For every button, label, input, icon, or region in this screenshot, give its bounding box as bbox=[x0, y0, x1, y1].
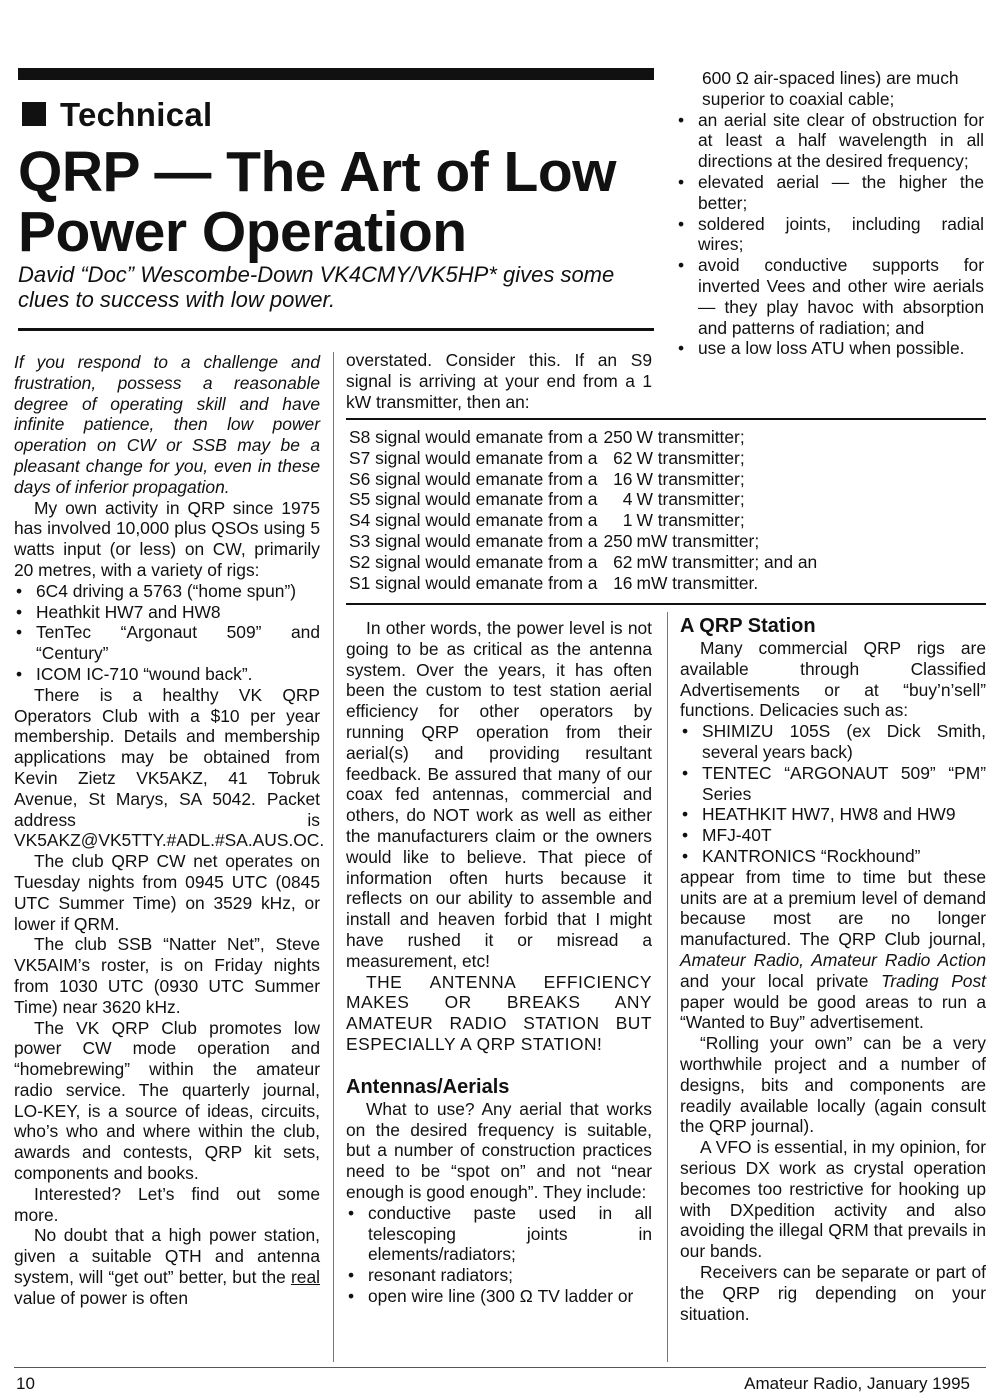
signal-row bbox=[349, 489, 817, 510]
section-square-icon bbox=[22, 102, 46, 126]
list-item: • resonant radiators; bbox=[346, 1265, 652, 1286]
byline: David “Doc” Wescombe-Down VK4CMY/VK5HP* gives some clues to success with low power. bbox=[18, 262, 615, 312]
top-right-column bbox=[676, 68, 984, 359]
paragraph-text-end: value of power is often bbox=[14, 1287, 189, 1308]
paragraph: Many commercial QRP rigs are available through Classified Advertisements or at “buy’n’sell” functions. Delicacies such as: bbox=[680, 638, 986, 721]
signal-label: S4 signal would emanate from a bbox=[349, 510, 598, 531]
power-unit: mW transmitter; and an bbox=[636, 551, 818, 572]
signal-label: S6 signal would emanate from a bbox=[349, 468, 598, 489]
paragraph: Receivers can be separate or part of the QRP rig depending on your situation. bbox=[680, 1261, 986, 1324]
list-item: • SHIMIZU 105S (ex Dick Smith, several years back) bbox=[680, 721, 986, 763]
column-divider bbox=[667, 612, 668, 1362]
power-unit: mW transmitter; bbox=[636, 530, 760, 551]
italic-title: Trading Post bbox=[880, 970, 986, 991]
power-value: 1 bbox=[622, 510, 633, 531]
signal-label: S3 signal would emanate from a bbox=[349, 530, 598, 551]
paragraph: There is a healthy VK QRP Operators Club with a $10 per year membership. Details and membership applications may be obtained from Kevin Zietz VK5AKZ, 41 Tobruk Avenue, St Marys, SA 5042. Packet address is VK5AKZ@VK5TTY.#ADL.#SA.AUS.OC. bbox=[14, 684, 325, 851]
section-heading: A QRP Station bbox=[680, 615, 816, 637]
signal-label: S8 signal would emanate from a bbox=[349, 427, 598, 447]
power-unit: W transmitter; bbox=[636, 447, 745, 468]
signal-row bbox=[349, 469, 817, 490]
title-line-1: QRP — The Art of Low bbox=[18, 140, 616, 204]
practices-list bbox=[346, 1203, 652, 1307]
paragraph bbox=[680, 867, 986, 1033]
section-text: Technical bbox=[60, 96, 213, 133]
list-item: • an aerial site clear of obstruction for at least a half wavelength in all directions at the desired frequency; bbox=[676, 110, 984, 172]
power-value: 250 bbox=[603, 427, 633, 447]
list-item: • open wire line (300 Ω TV ladder or bbox=[346, 1286, 652, 1307]
rigs-list bbox=[14, 581, 320, 685]
power-value: 62 bbox=[613, 447, 633, 468]
list-item: • conductive paste used in all telescoping joints in elements/radiators; bbox=[346, 1203, 652, 1265]
paragraph bbox=[14, 1225, 320, 1308]
signal-row bbox=[349, 573, 817, 594]
signal-label: S1 signal would emanate from a bbox=[349, 572, 598, 593]
list-item: • KANTRONICS “Rockhound” bbox=[680, 846, 986, 867]
power-value: 62 bbox=[613, 551, 633, 572]
signal-label: S5 signal would emanate from a bbox=[349, 489, 598, 510]
paragraph: A VFO is essential, in my opinion, for serious DX work as crystal operation becomes too restrictive for hooking up with DXpedition activity and also avoiding the illegal QRM that prevails in our bands. bbox=[680, 1137, 986, 1262]
column-2 bbox=[346, 618, 652, 1307]
paragraph: The club QRP CW net operates on Tuesday nights from 0945 UTC (0845 UTC Summer Time) on 3529 kHz, or lower if QRM. bbox=[14, 851, 320, 934]
list-item: • use a low loss ATU when possible. bbox=[676, 338, 984, 359]
header-bottom-rule bbox=[18, 328, 654, 331]
list-item: • HEATHKIT HW7, HW8 and HW9 bbox=[680, 804, 986, 825]
column-divider bbox=[333, 352, 334, 1362]
text-run: paper would be good areas to run a “Wanted to Buy” advertisement. bbox=[680, 991, 986, 1033]
page-number: 10 bbox=[16, 1374, 35, 1393]
intro-paragraph: If you respond to a challenge and frustration, possess a reasonable degree of operating skill and have infinite patience, then low power operation on CW or SSB may be a pleasant change for you, even in these days of inferior propagation. bbox=[14, 352, 320, 497]
list-item: • ICOM IC-710 “wound back”. bbox=[14, 664, 320, 685]
table-top-rule bbox=[346, 418, 986, 420]
list-continuation: 600 Ω air-spaced lines) are much superior to coaxial cable; bbox=[702, 68, 959, 109]
list-item: • soldered joints, including radial wires; bbox=[676, 214, 984, 256]
paragraph: Interested? Let’s find out some more. bbox=[14, 1183, 320, 1225]
italic-title: Amateur Radio, Amateur Radio Action bbox=[680, 949, 986, 970]
signal-row bbox=[349, 510, 817, 531]
signal-row bbox=[349, 427, 817, 448]
footer-rule bbox=[14, 1367, 986, 1368]
power-value: 250 bbox=[603, 530, 633, 551]
list-item: • 6C4 driving a 5763 (“home spun”) bbox=[14, 581, 320, 602]
signal-row bbox=[349, 448, 817, 469]
power-value: 4 bbox=[622, 489, 633, 510]
article-title bbox=[18, 142, 678, 262]
publication-info: Amateur Radio, January 1995 bbox=[744, 1374, 970, 1393]
header-top-rule bbox=[18, 68, 654, 80]
column-1 bbox=[14, 352, 325, 1309]
table-bottom-rule bbox=[346, 603, 986, 605]
list-item: • MFJ-40T bbox=[680, 825, 986, 846]
signal-row bbox=[349, 531, 817, 552]
signal-label: S7 signal would emanate from a bbox=[349, 447, 598, 468]
list-item: • avoid conductive supports for inverted Vees and other wire aerials — they play havoc with absorption and patterns of radiation; and bbox=[676, 255, 984, 338]
section-label bbox=[22, 96, 212, 134]
power-unit: W transmitter; bbox=[636, 489, 745, 510]
power-unit: W transmitter; bbox=[636, 427, 745, 447]
rigs-list bbox=[680, 721, 986, 867]
column-3 bbox=[680, 614, 986, 1324]
antenna-practices-list bbox=[676, 110, 984, 360]
list-item: • TenTec “Argonaut 509” and “Century” bbox=[14, 622, 320, 664]
signal-label: S2 signal would emanate from a bbox=[349, 551, 598, 572]
paragraph-text: No doubt that a high power station, given a suitable QTH and antenna system, will “get out” better, but the bbox=[14, 1225, 320, 1288]
paragraph: “Rolling your own” can be a very worthwhile project and a number of designs, bits and components are readily available locally (again consult the QRP journal). bbox=[680, 1033, 986, 1137]
list-item: • elevated aerial — the higher the better; bbox=[676, 172, 984, 214]
paragraph: My own activity in QRP since 1975 has involved 10,000 plus QSOs using 5 watts input (or less) on CW, primarily 20 metres, with a variety of rigs: bbox=[14, 497, 320, 580]
text-run: and your local private bbox=[680, 970, 881, 991]
emphasis-paragraph: THE ANTENNA EFFICIENCY MAKES OR BREAKS ANY AMATEUR RADIO STATION BUT ESPECIALLY A QRP STATION! bbox=[346, 971, 652, 1054]
section-heading: Antennas/Aerials bbox=[346, 1075, 510, 1098]
paragraph: In other words, the power level is not going to be as critical as the antenna system. Over the years, it has often been the custom to test station aerial efficiency for other operators by running QRP operation from their aerial(s) and providing resultant feedback. Be assured that many of our coax fed antennas, commercial and others, do NOT work as well as either the manufacturers claim or the owners would like to believe. That piece of information often hurts because it reflects on our ability to assemble and install and heaven forbid that I might have rushed it or misread a measurement, etc! bbox=[346, 618, 652, 971]
power-unit: mW transmitter. bbox=[636, 572, 759, 593]
title-line-2: Power Operation bbox=[18, 200, 467, 264]
text-run: appear from time to time but these units are at a premium level of demand because most are no longer manufactured. The QRP Club journal, bbox=[680, 866, 986, 950]
list-item: • TENTEC “ARGONAUT 509” “PM” Series bbox=[680, 763, 986, 805]
power-value: 16 bbox=[613, 468, 633, 489]
signal-row bbox=[349, 552, 817, 573]
column-2-top bbox=[346, 350, 652, 412]
power-unit: W transmitter; bbox=[636, 468, 745, 489]
power-unit: W transmitter; bbox=[636, 510, 745, 531]
power-value: 16 bbox=[613, 572, 633, 593]
underlined-word: real bbox=[290, 1267, 320, 1288]
paragraph: overstated. Consider this. If an S9 signal is arriving at your end from a 1 kW transmitter, then an: bbox=[346, 350, 652, 412]
paragraph: The club SSB “Natter Net”, Steve VK5AIM’s roster, is on Friday nights from 1030 UTC (0930 UTC Summer Time) near 3620 kHz. bbox=[14, 934, 320, 1017]
paragraph: What to use? Any aerial that works on the desired frequency is suitable, but a number of construction practices need to be “spot on” and not “near enough is good enough”. They include: bbox=[346, 1098, 652, 1202]
paragraph: The VK QRP Club promotes low power CW mode operation and “homebrewing” within the amateur radio service. The quarterly journal, LO-KEY, is a source of ideas, circuits, who’s who and where within the club, awards and contests, QRP kit sets, components and books. bbox=[14, 1017, 320, 1184]
signal-table bbox=[349, 427, 817, 593]
list-item: • Heathkit HW7 and HW8 bbox=[14, 602, 320, 623]
